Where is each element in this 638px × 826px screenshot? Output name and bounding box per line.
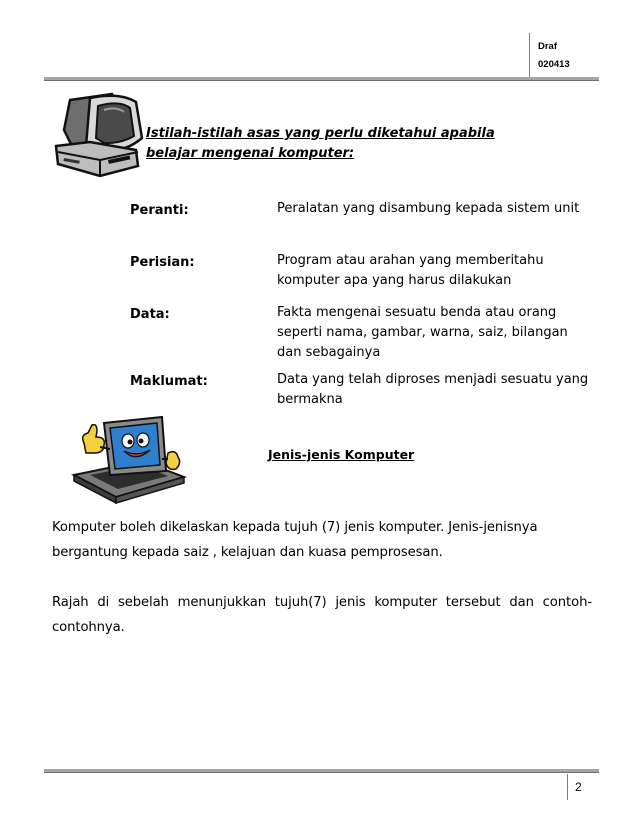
definition-data: Fakta mengenai sesuatu benda atau orang seperti nama, gambar, warna, saiz, bilangan dan sebagainya	[277, 305, 568, 360]
term-perisian: Perisian:	[130, 255, 195, 270]
draft-label: Draf	[538, 41, 558, 52]
term-data: Data:	[130, 307, 170, 322]
draft-label-box	[529, 33, 600, 77]
cartoon-laptop-mascot-icon	[70, 413, 188, 505]
header-rule	[44, 77, 599, 81]
paragraph-classification: Komputer boleh dikelaskan kepada tujuh (7) jenis komputer. Jenis-jenisnya bergantung kepada saiz , kelajuan dan kuasa pemprosesan.	[52, 520, 538, 560]
definition-maklumat: Data yang telah diproses menjadi sesuatu yang bermakna	[277, 372, 589, 407]
subheading-jenis-komputer: Jenis-jenis Komputer	[268, 447, 415, 462]
page-number-box	[567, 774, 600, 800]
section-heading: Istilah-istilah asas yang perlu diketahui apabila belajar mengenai komputer:	[146, 126, 495, 161]
term-peranti: Peranti:	[130, 203, 189, 218]
paragraph-diagram-note: Rajah di sebelah menunjukkan tujuh(7) jenis komputer tersebut dan contoh-contohnya.	[52, 595, 592, 635]
definition-peranti: Peralatan yang disambung kepada sistem unit	[277, 201, 580, 216]
definition-perisian: Program atau arahan yang memberitahu komputer apa yang harus dilakukan	[277, 253, 544, 288]
footer-rule	[44, 769, 599, 773]
draft-code: 020413	[538, 59, 570, 70]
term-maklumat: Maklumat:	[130, 374, 208, 389]
desktop-computer-clipart-icon	[50, 88, 150, 180]
page-number: 2	[575, 780, 582, 794]
